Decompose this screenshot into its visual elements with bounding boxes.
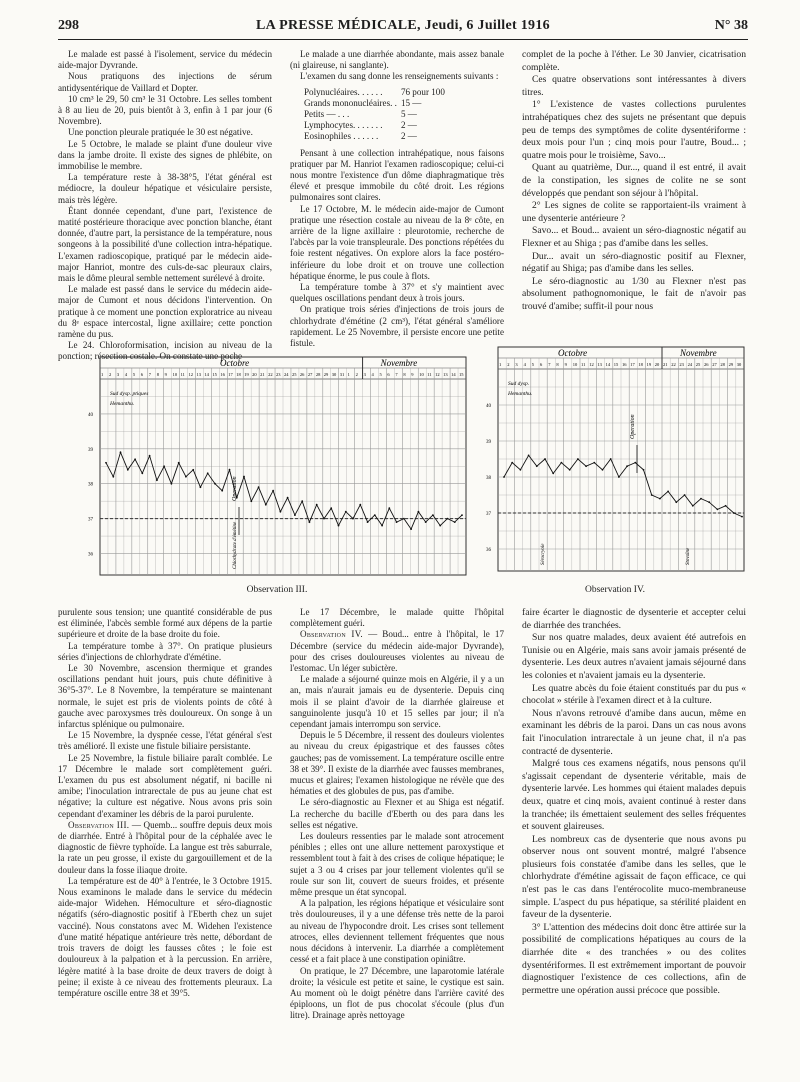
day-label: 14 (204, 372, 209, 377)
temperature-point (618, 476, 620, 478)
paragraph: 10 cm³ le 29, 50 cm³ le 31 Octobre. Les selles tombent à 8 au lieu de 20, puis bientôt à 3, enfin à 1 par jour (6 Novembre). (58, 93, 272, 127)
paragraph-text: Ces quatre observations sont intéressantes à divers titres. (522, 74, 746, 98)
paragraph: L'examen du sang donne les renseignements suivants : (300, 71, 499, 82)
day-label: 22 (268, 372, 273, 377)
day-label: 5 (379, 372, 382, 377)
paragraph: Le 24. Chloroformisation, incision au niveau de la ponction; résection costale. On constate une poche (58, 340, 272, 362)
page-number: 298 (58, 18, 79, 33)
cell-label: Grands mononucléaires. . (304, 97, 397, 108)
temperature-point (359, 504, 361, 506)
day-label: 31 (339, 372, 345, 377)
issue-number: N° 38 (714, 18, 748, 33)
cell-value: 5 — (400, 108, 417, 119)
paragraph-text: Les douleurs ressenties par le malade sont atrocement pénibles ; elles ont une allure nettement paroxystique et ressemblent tout à fait à des crises de colique hépatique; le sujet a 3 ou 4 crises par jour tellement violentes qu'il se roule sur son lit, couvert de sueurs froides, et présente même presque un état syncopal. (290, 831, 504, 898)
day-label: 3 (363, 372, 366, 377)
paragraph-text: purulente sous tension; une quantité considérable de pus est éliminée, l'abcès semble formé aux dépens de la partie supérieure et droite de la base droite du foie. (58, 607, 272, 640)
paragraph: Une ponction pleurale pratiquée le 30 est négative. (68, 127, 253, 138)
figure-caption-obs4: Observation IV. (585, 585, 645, 595)
paragraph: La température reste à 38-38°5, l'état général est médiocre, la douleur hépatique et vésiculaire persiste, mais très légère. (58, 172, 272, 205)
chart-annotation: Stovaïne (686, 547, 691, 565)
paragraph (522, 162, 746, 200)
table-row (304, 109, 449, 120)
figure-caption-obs3: Observation III. (246, 585, 308, 595)
day-label: 20 (252, 372, 257, 377)
paragraph-text: Sur nos quatre malades, deux avaient été autrefois en Tunisie ou en Algérie, mais sans avoir jamais présenté de dysenterie. Les deux autres n'avaient jamais séjourné dans les colonies et n'avaient jamais eu la dysenterie. (522, 632, 746, 681)
paragraph: La température tombe à 37° et s'y maintient avec quelques oscillations pendant deux à trois jours. (290, 282, 504, 304)
day-label: 1 (347, 372, 350, 377)
paragraph-text: Depuis le 5 Décembre, il ressent des douleurs violentes au niveau du creux épigastrique et des fausses côtes gauches; pas de vomissement. La température oscille entre 38 et 39°. Il existe de la diarrhée avec fausses membranes, mucus et glaires; l'examen histologique ne révèle que des hématies et des globules de pus, pas d'amibe. (290, 730, 504, 797)
chart-annotation: Hemanthu. (110, 401, 135, 407)
chart-annotation: Sud dysp. ptiques (110, 391, 149, 397)
observation-heading: Observation III. (68, 819, 130, 830)
temperature-point (381, 525, 383, 527)
paragraph: Le malade est passé à l'isolement, service du médecin aide-major Dyvrande. (58, 49, 272, 71)
day-label: 26 (299, 372, 305, 377)
day-label: 2 (507, 362, 510, 367)
day-label: 11 (180, 372, 185, 377)
paragraph (522, 49, 746, 74)
day-label: 21 (260, 372, 265, 377)
day-label: 15 (212, 372, 217, 377)
table-row (304, 87, 449, 98)
column-1-top (58, 49, 272, 362)
temperature-point (374, 514, 376, 516)
day-label: 10 (419, 372, 424, 377)
paragraph-text: 2° Les signes de colite se rapportaient-ils vraiment à une dysenterie antérieure ? (522, 200, 746, 224)
temperature-point (561, 462, 563, 464)
paragraph (58, 876, 272, 999)
temperature-point (192, 469, 194, 471)
day-label: 2 (108, 372, 112, 377)
temperature-point (301, 500, 303, 502)
temperature-point (454, 521, 456, 523)
temperature-point (120, 451, 122, 453)
paragraph (58, 663, 272, 730)
column-2-top (290, 49, 504, 349)
temperature-point (432, 514, 434, 516)
paragraph-text: Le 30 Novembre, ascension thermique et grandes oscillations pendant huit jours, puis chute définitive à 36°5-37°. Le 8 Novembre, la température se maintenant normale, le sujet est pris de violents points de côté à gauche avec paroxysmes très douloureux. On songe à un infarctus splénique ou pulmonaire. (58, 663, 272, 730)
day-label: 4 (124, 372, 128, 377)
day-label: 5 (132, 372, 136, 377)
temperature-point (643, 469, 645, 471)
temperature-point (577, 458, 579, 460)
day-label: 8 (403, 372, 406, 377)
cell-value: 2 — (400, 130, 417, 141)
month-label: Octobre (220, 358, 250, 368)
temperature-point (741, 516, 743, 518)
table-row (304, 131, 449, 142)
paragraph: Le malade a une diarrhée abondante, mais assez banale (ni glaireuse, ni sanglante). (290, 49, 504, 71)
paragraph (522, 99, 746, 162)
paragraph: On pratique trois séries d'injections de trois jours de chlorhydrate d'émétine (2 cm³), l'état général s'améliore rapidement. Le 25 Novembre, il persiste encore une petite fistule. (290, 304, 504, 349)
paragraph-text: La température est de 40° à l'entrée, le 3 Octobre 1915. Nous examinons le malade dans le service du médecin aide-major Widehen. Hémoculture et séro-diagnostic négatifs (séro-diagnostic positif à l'Eberth chez un sujet vacciné). Nous constatons avec M. Widehen l'existence d'une matité hépatique antérieure très nette, débordant de trois travers de doigt les fausses côtes ; le foie est douloureux à la palpation et à la percussion. En arrière, légère matité à la base droite de deux travers de doigt à peine; il existe à ce niveau des frottements pleuraux. La température oscille entre 38 et 39°5. (58, 875, 272, 998)
day-label: 13 (597, 362, 602, 367)
day-label: 14 (451, 372, 456, 377)
day-label: 1 (101, 372, 104, 377)
day-label: 10 (172, 372, 178, 377)
day-label: 19 (244, 372, 249, 377)
paragraph-text: 3° L'attention des médecins doit donc être attirée sur la possibilité de complications hépatiques au cours de la diarrhée dite « des tranchées » ou des colites dysentériformes. Il est extrêmement important de pouvoir diagnostiquer l'existence de ces collections, afin de permettre une opération aussi précoce que possible. (522, 921, 746, 996)
temperature-point (287, 497, 289, 499)
temperature-point (585, 465, 587, 467)
paragraph (522, 251, 746, 276)
temperature-point (309, 521, 311, 523)
temperature-point (684, 494, 686, 496)
temperature-point (127, 469, 129, 471)
temperature-point (708, 501, 710, 503)
paragraph (522, 683, 746, 708)
paragraph (522, 632, 746, 682)
temperature-point (552, 473, 554, 475)
paragraph: Le 17 Octobre, M. le médecin aide-major de Cumont pratique une résection costale au niveau de la 8ᵉ côte, en arrière de la ligne axillaire : pleurotomie, recherche de l'abcès par la voie transpleurale. Des ponctions répétées du foie restent négatives. On explore alors la face postéro-inférieure du lobe droit et on trouve une collection hépatique énorme, le pus coule à flots. (290, 203, 504, 281)
column-3-top (522, 49, 746, 355)
day-label: 7 (395, 372, 398, 377)
day-label: 23 (276, 372, 281, 377)
temperature-point (717, 509, 719, 511)
day-label: 4 (371, 372, 374, 377)
temperature-point (733, 512, 735, 514)
day-label: 8 (156, 372, 159, 377)
journal-title: LA PRESSE MÉDICALE, Jeudi, 6 Juillet 1916 (256, 18, 550, 33)
paragraph: Le 5 Octobre, le malade se plaint d'une douleur vive dans la jambe droite. Il existe des signes de phlébite, on immobilise le membre. (58, 138, 272, 172)
temperature-point (447, 518, 449, 520)
temperature-point (725, 505, 727, 507)
temperature-point (626, 465, 628, 467)
day-label: 9 (411, 372, 414, 377)
temperature-point (156, 479, 158, 481)
paragraph (58, 820, 272, 876)
y-tick-label: 40 (486, 404, 491, 409)
paragraph-text: Nous n'avons retrouvé d'amibe dans aucun, même en examinant les débris de la paroi. Dans un cas nous avons fait l'inoculation intrarectale à un jeune chat, il n'a pas contracté de dysenterie. (522, 707, 746, 757)
temperature-point (610, 458, 612, 460)
temperature-point (330, 507, 332, 509)
temperature-point (250, 500, 252, 502)
temperature-point (461, 514, 463, 516)
temperature-point (323, 518, 325, 520)
column-3-bottom (522, 607, 746, 1077)
paragraph-text: Quant au quatrième, Dur..., quand il est entré, il avait de la constipation, les signes de colite ne se sont développés que pendant son séjour à l'hôpital. (522, 162, 746, 199)
chart-annotation: Hemanthu. (508, 391, 533, 397)
temperature-point (141, 472, 143, 474)
paragraph (522, 200, 746, 225)
day-label: 16 (220, 372, 225, 377)
temperature-point (294, 514, 296, 516)
day-label: 25 (291, 372, 297, 377)
temperature-point (243, 476, 245, 478)
day-label: 1 (499, 362, 502, 367)
paragraph-text: Les quatre abcès du foie étaient constitués par du pus « chocolat » stérile à l'examen direct et à la culture. (522, 682, 746, 707)
day-label: 28 (315, 372, 321, 377)
temperature-point (418, 511, 420, 513)
day-label: 22 (671, 362, 676, 367)
day-label: 26 (704, 362, 709, 367)
day-label: 6 (387, 372, 390, 377)
day-label: 29 (323, 372, 329, 377)
cell-value: 2 — (400, 119, 417, 130)
temperature-chart-obs3 (86, 353, 468, 579)
paragraph-text: La température tombe à 37°. On pratique plusieurs séries d'injections de chlorhydrate d'émétine. (58, 640, 272, 662)
temperature-point (338, 525, 340, 527)
temperature-point (396, 521, 398, 523)
chart-annotation: Sérocryole (541, 543, 546, 565)
day-label: 6 (140, 372, 144, 377)
temperature-point (345, 511, 347, 513)
temperature-point (410, 528, 412, 530)
paragraph-text: faire écarter le diagnostic de dysenterie et accepter celui de diarrhée des tranchées. (522, 607, 746, 631)
day-label: 14 (605, 362, 611, 367)
day-label: 15 (459, 372, 464, 377)
paragraph: Le malade est passé dans le service du médecin aide-major de Cumont et nous décidons l'intervention. On pratique à ce moment une ponction exploratrice au niveau du 8ᵉ espace intercostal, ligne axillaire; cette ponction ramène du pus. (58, 284, 272, 340)
operation-label: Operation (232, 476, 238, 501)
day-label: 3 (515, 362, 518, 367)
temperature-point (602, 469, 604, 471)
day-label: 8 (556, 362, 559, 367)
y-tick-label: 40 (88, 412, 93, 418)
day-label: 29 (728, 362, 734, 367)
column-1-bottom (58, 607, 272, 1077)
paragraph: Étant donnée cependant, d'une part, l'existence de matité postérieure thoracique avec ponction blanche, étant donnée, d'autre part, la persistance de la température, nous songeons à la possibilité d'une collection intra-hépatique. L'examen radioscopique, pratiqué par le médecin aide-major Hanriot, montre des culs-de-sac pleuraux clairs, mais le dôme pleural semble nettement surélevé à droite. (58, 205, 272, 284)
day-label: 5 (531, 362, 535, 367)
day-label: 9 (164, 372, 167, 377)
day-label: 2 (355, 372, 358, 377)
temperature-curve (106, 452, 462, 529)
day-label: 24 (687, 362, 693, 367)
day-label: 18 (236, 372, 241, 377)
day-label: 30 (736, 362, 742, 367)
paragraph (58, 607, 272, 641)
paragraph-text: On pratique, le 27 Décembre, une laparotomie latérale droite; la vésicule est petite et saine, le cystique est sain. Au moment où le doigt pénètre dans l'arrière cavité des épiploons, un flot de pus chocolat s'écoule (plus d'un litre). Drainage après nettoyage (290, 965, 504, 1021)
y-tick-label: 38 (486, 476, 491, 481)
blood-count-table (304, 87, 449, 142)
day-label: 18 (638, 362, 643, 367)
paragraph-text: — Quemb... souffre depuis deux mois de diarrhée. Entré à l'hôpital pour de la céphalée avec le diagnostic de fièvre typhoïde. La langue est très saburrale, la rate un peu grosse, il existe du gargouillement et de la douleur dans la fosse iliaque droite. (58, 819, 272, 875)
paragraph-text: Malgré tous ces examens négatifs, nous pensons qu'il s'agissait cependant de dysenterie véritable, mais de dysenterie larvée. Les hommes qui étaient malades depuis deux, quatre et cinq mois, avaient continué à rester dans la tranchée; ils émettaient seulement des selles fréquentes et souvent glaireuses. (522, 758, 746, 833)
y-tick-label: 39 (88, 447, 93, 453)
temperature-point (265, 504, 267, 506)
paragraph-text: — Boud... entre à l'hôpital, le 17 Décembre (service du médecin aide-major Dyvrande), pour des crises douloureuses violentes au niveau de l'estomac. Un léger subictère. (290, 629, 504, 674)
paragraph-text: Le malade a séjourné quinze mois en Algérie, il y a un an, mais n'aurait jamais eu de dysenterie. Depuis cinq mois il se plaint d'avoir de la diarrhée glaireuse et sanguinolente jusqu'à 10 et 15 selles par jour; il n'a cependant jamais interrompu son service. (290, 674, 504, 730)
paragraph-text: Savo... et Boud... avaient un séro-diagnostic négatif au Flexner et au Shiga ; pas d'amibe dans les selles. (522, 225, 746, 249)
day-label: 7 (548, 362, 551, 367)
day-label: 10 (572, 362, 578, 367)
paragraph: Pensant à une collection intrahépatique, nous faisons pratiquer par M. Hanriot l'examen radioscopique; celui-ci nous montre l'existence d'un dôme diaphragmatique très élevé et presque immobile du côté droit. Les régions pulmonaires sont claires. (290, 147, 504, 203)
paragraph (290, 831, 504, 898)
paragraph (290, 898, 504, 965)
y-tick-label: 39 (486, 440, 491, 445)
paragraph (522, 708, 746, 758)
day-label: 27 (307, 372, 313, 377)
paragraph-text: A la palpation, les régions hépatique et vésiculaire sont très douloureuses, il y a une défense très nette de la paroi au niveau de l'hypocondre droit. Les crises sont tellement atroces, elles deviennent tellement fréquentes que nous nous décidons à intervenir. La diarrhée a complètement cessé et a fait place à une constipation opiniâtre. (290, 898, 504, 965)
temperature-point (511, 462, 513, 464)
paragraph-text: Le séro-diagnostic au Flexner et au Shiga est négatif. La recherche du bacille d'Eberth ou des para dans les selles est négative. (290, 797, 504, 830)
y-tick-label: 37 (88, 517, 93, 523)
temperature-point (569, 469, 571, 471)
temperature-point (352, 518, 354, 520)
paragraph-text: Les nombreux cas de dysenterie que nous avons pu observer nous ont souvent montré, malgré l'absence plusieurs fois constatée d'amibe dans les selles, que le chlorhydrate d'émétine agissait de façon efficace, ce qui n'est pas le cas dans l'entérocolite muco-membraneuse simple. L'aspect du pus hépatique, sa stérilité plaident en faveur de la dysenterie. (522, 833, 746, 921)
y-tick-label: 36 (486, 548, 491, 553)
temperature-point (692, 505, 694, 507)
cell-label: Petits — . . . (304, 108, 350, 119)
paragraph-text: 1° L'existence de vastes collections purulentes intrahépatiques chez des sujets ne présentant que depuis peu de temps des symptômes de colite dysentériforme : deux mois pour l'un ; cinq mois pour l'autre, Boud... ; quatre mois pour le troisième, Savo... (522, 99, 746, 161)
day-label: 21 (663, 362, 668, 367)
day-label: 12 (589, 362, 594, 367)
temperature-point (659, 498, 661, 500)
temperature-point (367, 521, 369, 523)
temperature-point (425, 521, 427, 523)
cell-label: Eosinophiles . . . . . . (304, 130, 379, 141)
temperature-chart-obs4 (484, 343, 746, 575)
paragraph (522, 607, 746, 632)
day-label: 17 (630, 362, 635, 367)
paragraph (58, 641, 272, 663)
day-label: 13 (443, 372, 448, 377)
day-label: 24 (284, 372, 289, 377)
cell-label: Lymphocytes. . . . . . . (304, 119, 383, 130)
paragraph (290, 607, 504, 629)
temperature-point (258, 486, 260, 488)
day-label: 16 (622, 362, 627, 367)
day-label: 20 (654, 362, 660, 367)
temperature-point (185, 476, 187, 478)
month-label: Novembre (680, 348, 717, 358)
temperature-point (544, 458, 546, 460)
header-rule (58, 39, 748, 40)
day-label: 13 (196, 372, 201, 377)
temperature-point (112, 476, 114, 478)
temperature-point (388, 507, 390, 509)
temperature-point (651, 494, 653, 496)
day-label: 17 (228, 372, 233, 377)
day-label: 6 (540, 362, 543, 367)
paragraph-text: Le séro-diagnostic au 1/30 au Flexner n'est pas absolument pathognomonique, le fait de n'avoir pas trouvé d'amibe; suffit-il pour nous (522, 275, 746, 312)
day-label: 3 (116, 372, 120, 377)
cell-label: Polynucléaires. . . . . . (304, 86, 383, 97)
paragraph (522, 276, 746, 314)
paragraph-text: Le 15 Novembre, la dyspnée cesse, l'état général s'est très amélioré. Il existe une fistule biliaire persistante. (58, 730, 272, 752)
temperature-curve (504, 455, 742, 516)
temperature-point (675, 501, 677, 503)
temperature-point (528, 455, 530, 457)
paragraph (522, 758, 746, 834)
chart-annotation: Sud dysp. (508, 381, 530, 387)
paragraph (522, 74, 746, 99)
paragraph (58, 753, 272, 820)
paragraph (290, 629, 504, 674)
paragraph (290, 797, 504, 831)
table-row (304, 120, 449, 131)
operation-label: Operation (630, 414, 636, 439)
paragraph (522, 225, 746, 250)
month-label: Octobre (558, 348, 588, 358)
day-label: 27 (712, 362, 717, 367)
temperature-point (178, 462, 180, 464)
temperature-point (272, 490, 274, 492)
temperature-point (200, 486, 202, 488)
paragraph (522, 922, 746, 998)
day-label: 4 (523, 362, 526, 367)
temperature-point (634, 462, 636, 464)
paragraph (522, 834, 746, 922)
day-label: 30 (331, 372, 337, 377)
day-label: 25 (695, 362, 701, 367)
day-label: 9 (564, 362, 567, 367)
paragraph-text: complet de la poche à l'éther. Le 30 Janvier, cicatrisation complète. (522, 49, 746, 73)
temperature-point (593, 462, 595, 464)
column-2-bottom (290, 607, 504, 1077)
observation-heading: Observation IV. (300, 629, 363, 640)
day-label: 15 (613, 362, 619, 367)
temperature-point (171, 483, 173, 485)
day-label: 28 (720, 362, 725, 367)
day-label: 7 (148, 372, 151, 377)
day-label: 11 (427, 372, 432, 377)
temperature-point (520, 469, 522, 471)
chart-annotation: Chlorhydrate d'émétine (233, 521, 238, 569)
paragraph (290, 674, 504, 730)
temperature-point (214, 483, 216, 485)
temperature-point (207, 472, 209, 474)
temperature-point (536, 465, 538, 467)
y-tick-label: 37 (486, 512, 491, 517)
temperature-point (134, 458, 136, 460)
running-header (58, 18, 748, 38)
temperature-point (221, 490, 223, 492)
temperature-point (229, 469, 231, 471)
temperature-point (439, 525, 441, 527)
paragraph: Nous pratiquons des injections de sérum antidysentérique de Vaillard et Dopter. (58, 71, 272, 93)
day-label: 11 (581, 362, 586, 367)
paragraph-text: Le 25 Novembre, la fistule biliaire paraît comblée. Le 17 Décembre le malade sort complètement guéri. L'examen du pus est absolument négatif, ni bacille ni amibe; l'inoculation intrarectale de pus au jeune chat est négative; la culture est négative. Nous avons pris soin cependant d'examiner les débris de la paroi purulente. (58, 752, 272, 819)
temperature-point (316, 504, 318, 506)
table-row (304, 98, 449, 109)
month-label: Novembre (380, 358, 418, 368)
temperature-point (667, 491, 669, 493)
y-tick-label: 36 (88, 552, 93, 558)
cell-value: 76 pour 100 (400, 86, 445, 97)
temperature-point (700, 498, 702, 500)
paragraph (290, 730, 504, 797)
y-tick-label: 38 (88, 482, 93, 488)
paragraph (290, 966, 504, 1022)
temperature-point (403, 518, 405, 520)
cell-value: 15 — (400, 97, 422, 108)
paragraph (58, 730, 272, 752)
temperature-point (280, 511, 282, 513)
temperature-point (503, 476, 505, 478)
temperature-point (149, 455, 151, 457)
day-label: 12 (188, 372, 194, 377)
paragraph-text: Dur... avait un séro-diagnostic positif au Flexner, négatif au Shiga; pas d'amibe dans les selles. (522, 250, 746, 275)
temperature-point (163, 465, 165, 467)
day-label: 23 (679, 362, 684, 367)
paragraph-text: Le 17 Décembre, le malade quitte l'hôpital complètement guéri. (290, 607, 504, 629)
day-label: 19 (646, 362, 652, 367)
temperature-point (105, 462, 107, 464)
day-label: 12 (435, 372, 440, 377)
